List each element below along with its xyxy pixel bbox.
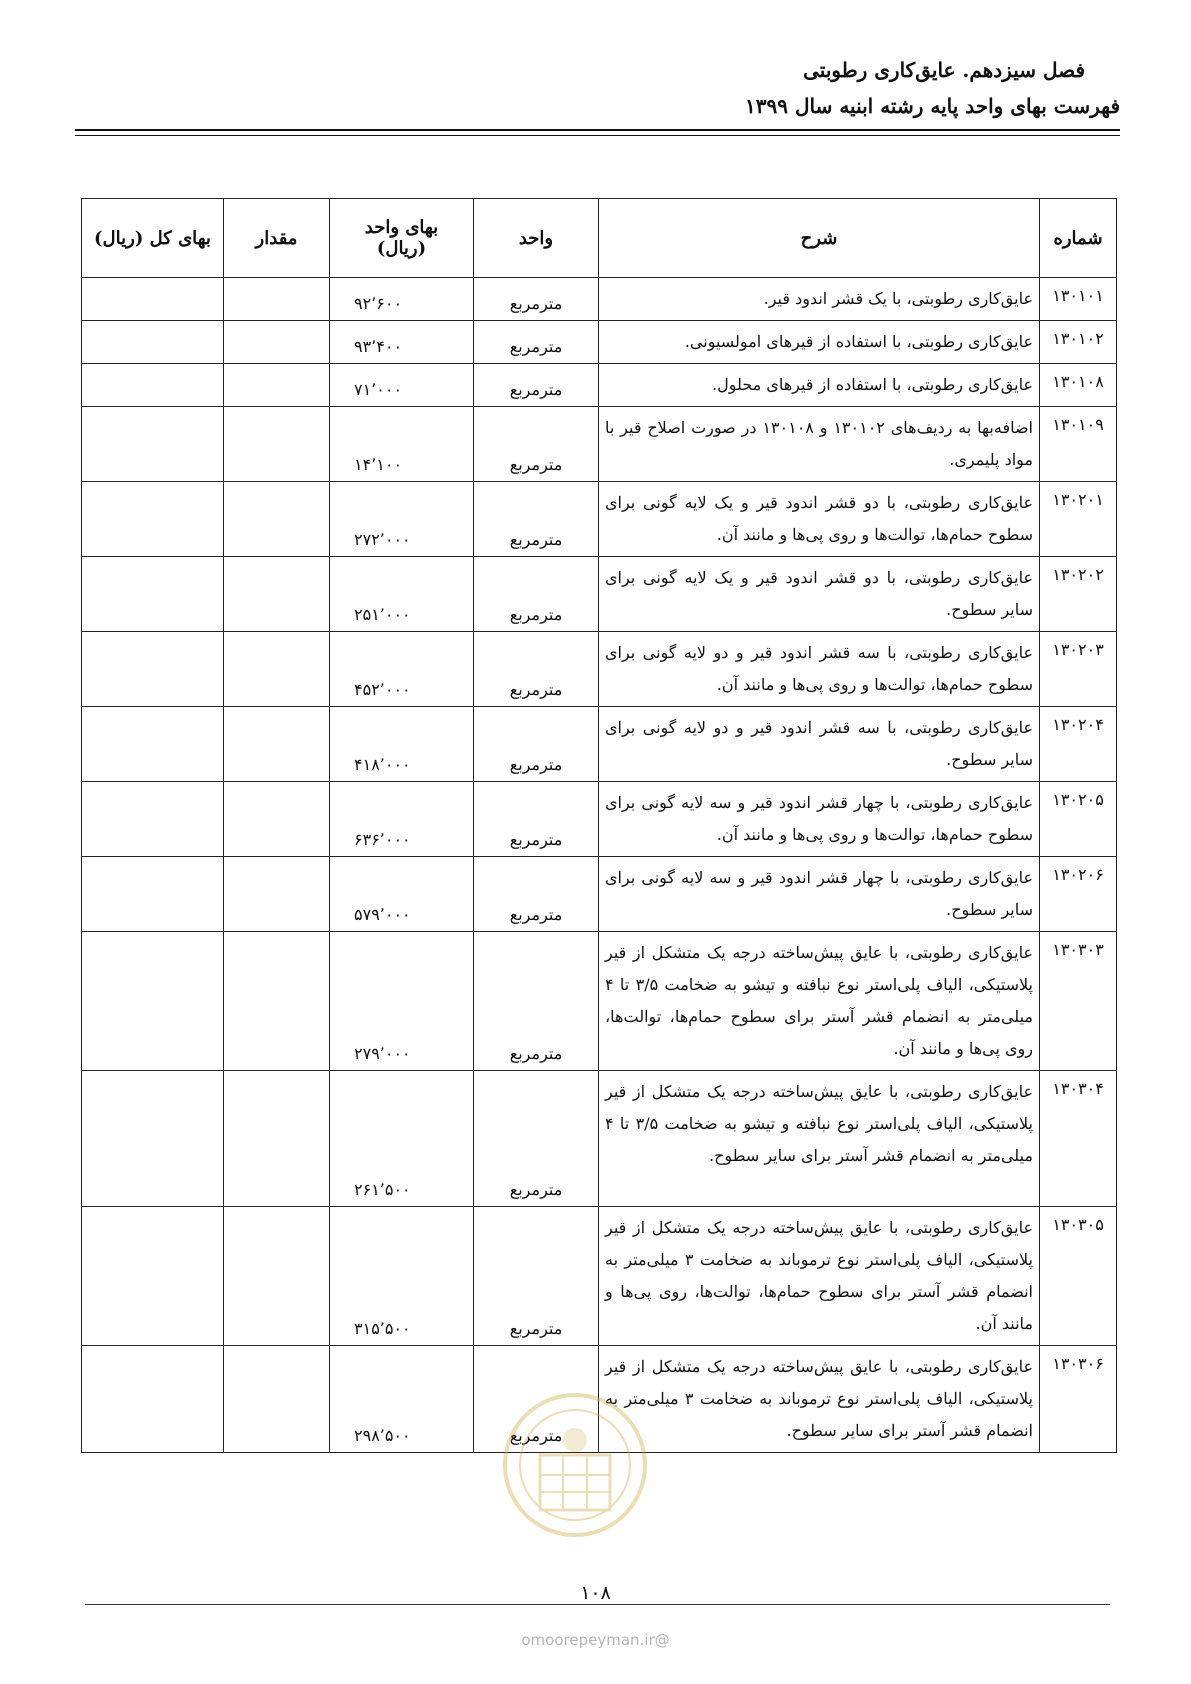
item-quantity <box>224 557 330 632</box>
price-list-title: فهرست بهای واحد پایه رشته ابنیه سال ۱۳۹۹ <box>745 94 1120 118</box>
item-total <box>82 407 224 482</box>
item-quantity <box>224 482 330 557</box>
item-unit-price: ۹۳٬۴۰۰ <box>330 321 474 364</box>
item-quantity <box>224 1071 330 1207</box>
footer-rule <box>85 1604 1110 1605</box>
table-row <box>82 1207 1117 1346</box>
item-quantity <box>224 782 330 857</box>
item-description: عایق‌کاری رطوبتی، با چهار قشر اندود قیر و سه لایه گونی برای سطوح حمام‌ها، توالت‌ها و روی پی‌ها و مانند آن. <box>599 782 1040 857</box>
item-quantity <box>224 707 330 782</box>
item-quantity <box>224 1207 330 1346</box>
item-total <box>82 321 224 364</box>
item-unit-price: ۴۱۸٬۰۰۰ <box>330 707 474 782</box>
item-total <box>82 932 224 1071</box>
table-header-row <box>82 199 1117 278</box>
item-quantity <box>224 364 330 407</box>
table-row <box>82 278 1117 321</box>
item-number: ۱۳۰۲۰۲ <box>1040 557 1117 632</box>
item-total <box>82 557 224 632</box>
item-number: ۱۳۰۱۰۹ <box>1040 407 1117 482</box>
item-unit: مترمربع <box>474 407 599 482</box>
item-number: ۱۳۰۱۰۱ <box>1040 278 1117 321</box>
item-unit-price: ۳۱۵٬۵۰۰ <box>330 1207 474 1346</box>
item-number: ۱۳۰۱۰۲ <box>1040 321 1117 364</box>
item-description: عایق‌کاری رطوبتی، با استفاده از قیرهای امولسیونی. <box>599 321 1040 364</box>
header-unit-price-currency: (ریال) <box>376 238 427 259</box>
item-quantity <box>224 278 330 321</box>
item-number: ۱۳۰۳۰۴ <box>1040 1071 1117 1207</box>
header-rule-thin <box>75 135 1120 136</box>
item-quantity <box>224 321 330 364</box>
table-row <box>82 707 1117 782</box>
item-number: ۱۳۰۲۰۳ <box>1040 632 1117 707</box>
item-number: ۱۳۰۲۰۱ <box>1040 482 1117 557</box>
item-description: عایق‌کاری رطوبتی، با عایق پیش‌ساخته درجه یک متشکل از قیر پلاستیکی، الیاف پلی‌استر نوع ترموباند به ضخامت ۳ میلی‌متر به انضمام قشر آستر برای سایر سطوح. <box>599 1346 1040 1453</box>
item-unit: مترمربع <box>474 364 599 407</box>
table-row <box>82 782 1117 857</box>
table-row <box>82 857 1117 932</box>
item-quantity <box>224 857 330 932</box>
item-unit: مترمربع <box>474 321 599 364</box>
item-number: ۱۳۰۲۰۴ <box>1040 707 1117 782</box>
item-unit: مترمربع <box>474 1207 599 1346</box>
item-unit-price: ۷۱٬۰۰۰ <box>330 364 474 407</box>
item-number: ۱۳۰۳۰۳ <box>1040 932 1117 1071</box>
item-description: عایق‌کاری رطوبتی، با دو قشر اندود قیر و یک لایه گونی برای سطوح حمام‌ها، توالت‌ها و روی پی‌ها و مانند آن. <box>599 482 1040 557</box>
item-unit: مترمربع <box>474 1346 599 1453</box>
item-unit: مترمربع <box>474 482 599 557</box>
item-unit: مترمربع <box>474 1071 599 1207</box>
table-row <box>82 482 1117 557</box>
item-number: ۱۳۰۲۰۵ <box>1040 782 1117 857</box>
item-number: ۱۳۰۳۰۵ <box>1040 1207 1117 1346</box>
item-unit-price: ۶۳۶٬۰۰۰ <box>330 782 474 857</box>
item-quantity <box>224 932 330 1071</box>
item-unit: مترمربع <box>474 557 599 632</box>
item-unit-price: ۱۴٬۱۰۰ <box>330 407 474 482</box>
item-unit: مترمربع <box>474 707 599 782</box>
header-total: بهای کل (ریال) <box>82 199 224 278</box>
item-description: عایق‌کاری رطوبتی، با استفاده از قیرهای محلول. <box>599 364 1040 407</box>
item-total <box>82 707 224 782</box>
item-description: عایق‌کاری رطوبتی، با چهار قشر اندود قیر و سه لایه گونی برای سایر سطوح. <box>599 857 1040 932</box>
price-table <box>81 198 1117 1453</box>
item-quantity <box>224 1346 330 1453</box>
item-unit-price: ۴۵۲٬۰۰۰ <box>330 632 474 707</box>
item-quantity <box>224 407 330 482</box>
page-number: ۱۰۸ <box>580 1582 611 1604</box>
item-description: عایق‌کاری رطوبتی، با عایق پیش‌ساخته درجه یک متشکل از قیر پلاستیکی، الیاف پلی‌استر نوع نبافته و تیشو به ضخامت ۳/۵ تا ۴ میلی‌متر به انضمام قشر آستر برای سایر سطوح. <box>599 1071 1040 1207</box>
website-watermark: @omoorepeyman.ir <box>521 1631 670 1649</box>
table-row <box>82 1071 1117 1207</box>
table-row <box>82 932 1117 1071</box>
item-total <box>82 482 224 557</box>
item-total <box>82 857 224 932</box>
item-unit-price: ۵۷۹٬۰۰۰ <box>330 857 474 932</box>
item-unit: مترمربع <box>474 278 599 321</box>
item-description: عایق‌کاری رطوبتی، با دو قشر اندود قیر و یک لایه گونی برای سایر سطوح. <box>599 557 1040 632</box>
header-unit-price-label: بهای واحد <box>364 217 439 238</box>
header-number: شماره <box>1040 199 1117 278</box>
item-unit-price: ۹۲٬۶۰۰ <box>330 278 474 321</box>
item-description: اضافه‌بها به ردیف‌های ۱۳۰۱۰۲ و ۱۳۰۱۰۸ در صورت اصلاح قیر با مواد پلیمری. <box>599 407 1040 482</box>
item-description: عایق‌کاری رطوبتی، با سه قشر اندود قیر و دو لایه گونی برای سطوح حمام‌ها، توالت‌ها و روی پی‌ها و مانند آن. <box>599 632 1040 707</box>
item-number: ۱۳۰۳۰۶ <box>1040 1346 1117 1453</box>
item-total <box>82 1346 224 1453</box>
item-total <box>82 1207 224 1346</box>
item-description: عایق‌کاری رطوبتی، با عایق پیش‌ساخته درجه یک متشکل از قیر پلاستیکی، الیاف پلی‌استر نوع نبافته و تیشو به ضخامت ۳/۵ تا ۴ میلی‌متر به انضمام قشر آستر برای سطوح حمام‌ها، توالت‌ها، روی پی‌ها و مانند آن. <box>599 932 1040 1071</box>
table-row <box>82 632 1117 707</box>
table-row <box>82 364 1117 407</box>
header-unit: واحد <box>474 199 599 278</box>
header-description: شرح <box>599 199 1040 278</box>
item-total <box>82 364 224 407</box>
item-unit: مترمربع <box>474 857 599 932</box>
chapter-title: فصل سیزدهم. عایق‌کاری رطوبتی <box>803 58 1085 82</box>
table-row <box>82 557 1117 632</box>
item-unit: مترمربع <box>474 932 599 1071</box>
header-unit-price <box>330 199 474 278</box>
watermark-seal <box>500 1380 650 1540</box>
item-total <box>82 1071 224 1207</box>
item-unit-price: ۲۷۲٬۰۰۰ <box>330 482 474 557</box>
item-unit-price: ۲۶۱٬۵۰۰ <box>330 1071 474 1207</box>
item-unit: مترمربع <box>474 632 599 707</box>
item-number: ۱۳۰۲۰۶ <box>1040 857 1117 932</box>
item-description: عایق‌کاری رطوبتی، با یک قشر اندود قیر. <box>599 278 1040 321</box>
item-unit-price: ۲۷۹٬۰۰۰ <box>330 932 474 1071</box>
item-quantity <box>224 632 330 707</box>
table-row <box>82 321 1117 364</box>
item-description: عایق‌کاری رطوبتی، با سه قشر اندود قیر و دو لایه گونی برای سایر سطوح. <box>599 707 1040 782</box>
item-unit-price: ۲۵۱٬۰۰۰ <box>330 557 474 632</box>
item-total <box>82 278 224 321</box>
header-quantity: مقدار <box>224 199 330 278</box>
item-unit-price: ۲۹۸٬۵۰۰ <box>330 1346 474 1453</box>
header-rule-thick <box>75 129 1120 131</box>
item-total <box>82 632 224 707</box>
item-number: ۱۳۰۱۰۸ <box>1040 364 1117 407</box>
item-total <box>82 782 224 857</box>
table-row <box>82 407 1117 482</box>
item-description: عایق‌کاری رطوبتی، با عایق پیش‌ساخته درجه یک متشکل از قیر پلاستیکی، الیاف پلی‌استر نوع ترموباند به ضخامت ۳ میلی‌متر به انضمام قشر آستر برای سطوح حمام‌ها، توالت‌ها، روی پی‌ها و مانند آن. <box>599 1207 1040 1346</box>
item-unit: مترمربع <box>474 782 599 857</box>
